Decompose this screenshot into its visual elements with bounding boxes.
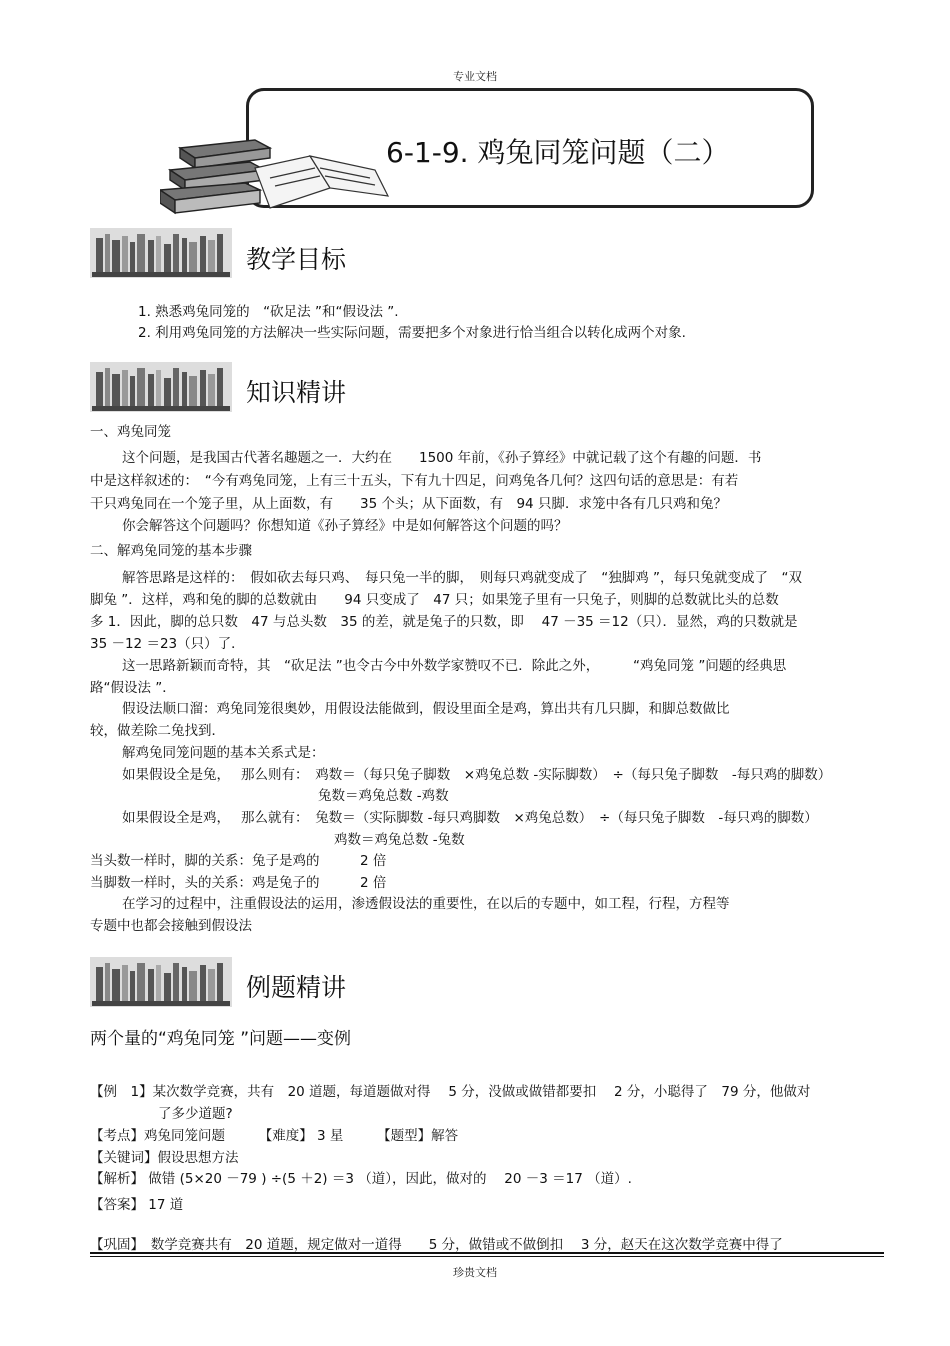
page-footer: 珍贵文档	[453, 1266, 497, 1279]
knowledge-line: 解鸡兔同笼问题的基本关系式是：	[122, 745, 325, 761]
knowledge-line: 干只鸡兔同在一个笼子里，从上面数，有 35 个头；从下面数，有 94 只脚．求笼中各有几只鸡和兔？	[90, 496, 727, 512]
example-keywords: 【关键词】假设思想方法	[90, 1150, 239, 1166]
section-title-examples: 例题精讲	[246, 973, 347, 1002]
knowledge-line: 脚兔 ”．这样，鸡和兔的脚的总数就由 94 只变成了 47 只；如果笼子里有一只兔子，则脚的总数就比头的总数	[90, 592, 779, 608]
knowledge-heading: 一、鸡兔同笼	[90, 424, 171, 440]
formula-line: 如果假设全是兔， 那么则有： 鸡数＝（每只兔子脚数 ×鸡兔总数 -实际脚数） ÷（每只兔子脚数 -每只鸡的脚数）	[122, 767, 832, 783]
examples-subtitle: 两个量的“鸡兔同笼 ”问题——变例	[90, 1029, 352, 1049]
page-header: 专业文档	[453, 70, 497, 83]
goal-item: 2. 利用鸡兔同笼的方法解决一些实际问题，需要把多个对象进行恰当组合以转化成两个对象.	[138, 325, 686, 341]
knowledge-line: 解答思路是这样的： 假如砍去每只鸡、 每只兔一半的脚， 则每只鸡就变成了 “独脚鸡 ”，每只兔就变成了 “双	[122, 570, 803, 586]
example-analysis: 【解析】 做错 (5×20 －79 ) ÷(5 ＋2) ＝3 （道），因此，做对的 20 －3 ＝17 （道）.	[90, 1171, 632, 1187]
knowledge-line: 在学习的过程中，注重假设法的运用，渗透假设法的重要性，在以后的专题中，如工程，行程，方程等	[122, 896, 730, 912]
shelf-books-icon	[90, 362, 232, 412]
formula-line: 鸡数＝鸡兔总数 -兔数	[334, 832, 465, 848]
goal-item: 1. 熟悉鸡兔同笼的 “砍足法 ”和“假设法 ”.	[138, 304, 399, 320]
footer-rule	[90, 1256, 884, 1257]
knowledge-line: 中是这样叙述的： “今有鸡兔同笼，上有三十五头，下有九十四足，问鸡兔各几何？这四句话的意思是：有若	[90, 473, 739, 489]
knowledge-line: 较，做差除二兔找到．	[90, 723, 225, 739]
formula-line: 如果假设全是鸡， 那么就有： 兔数＝（实际脚数 -每只鸡脚数 ×鸡兔总数） ÷（每只兔子脚数 -每只鸡的脚数）	[122, 810, 818, 826]
knowledge-line: 这个问题，是我国古代著名趣题之一．大约在 1500 年前，《孙子算经》中就记载了这个有趣的问题．书	[122, 450, 762, 466]
knowledge-line: 这一思路新颖而奇特，其 “砍足法 ”也令古今中外数学家赞叹不已．除此之外， “鸡兔同笼 ”问题的经典思	[122, 658, 787, 674]
section-title-goals: 教学目标	[246, 245, 347, 274]
formula-line: 兔数＝鸡兔总数 -鸡数	[318, 788, 449, 804]
footer-rule	[90, 1252, 884, 1254]
example-question: 【例 1】某次数学竞赛，共有 20 道题，每道题做对得 5 分，没做或做错都要扣 2 分，小聪得了 79 分，他做对	[90, 1084, 811, 1100]
shelf-books-icon	[90, 228, 232, 278]
knowledge-line: 路“假设法 ”．	[90, 680, 176, 696]
knowledge-line: 多 1．因此，脚的总只数 47 与总头数 35 的差，就是兔子的只数，即 47 －35 ＝12（只）．显然，鸡的只数就是	[90, 614, 798, 630]
knowledge-line: 35 －12 ＝23（只）了．	[90, 636, 245, 652]
example-question: 了多少道题?	[158, 1106, 233, 1122]
section-title-knowledge: 知识精讲	[246, 378, 347, 407]
page-title: 6-1-9. 鸡兔同笼问题（二）	[386, 136, 730, 169]
knowledge-line: 假设法顺口溜：鸡兔同笼很奥妙，用假设法能做到，假设里面全是鸡，算出共有几只脚，和脚总数做比	[122, 701, 730, 717]
consolidation-question: 【巩固】 数学竞赛共有 20 道题，规定做对一道得 5 分，做错或不做倒扣 3 分，赵天在这次数学竞赛中得了	[90, 1237, 783, 1253]
knowledge-heading: 二、解鸡兔同笼的基本步骤	[90, 543, 252, 559]
example-answer: 【答案】 17 道	[90, 1197, 184, 1213]
knowledge-line: 当脚数一样时，头的关系：鸡是兔子的 2 倍	[90, 875, 387, 891]
knowledge-line: 专题中也都会接触到假设法	[90, 918, 252, 934]
example-meta: 【考点】鸡兔同笼问题 【难度】 3 星 【题型】解答	[90, 1128, 459, 1144]
shelf-books-icon	[90, 957, 232, 1007]
knowledge-line: 你会解答这个问题吗？你想知道《孙子算经》中是如何解答这个问题的吗？	[122, 518, 568, 534]
books-illustration	[160, 128, 390, 223]
knowledge-line: 当头数一样时，脚的关系：兔子是鸡的 2 倍	[90, 853, 387, 869]
